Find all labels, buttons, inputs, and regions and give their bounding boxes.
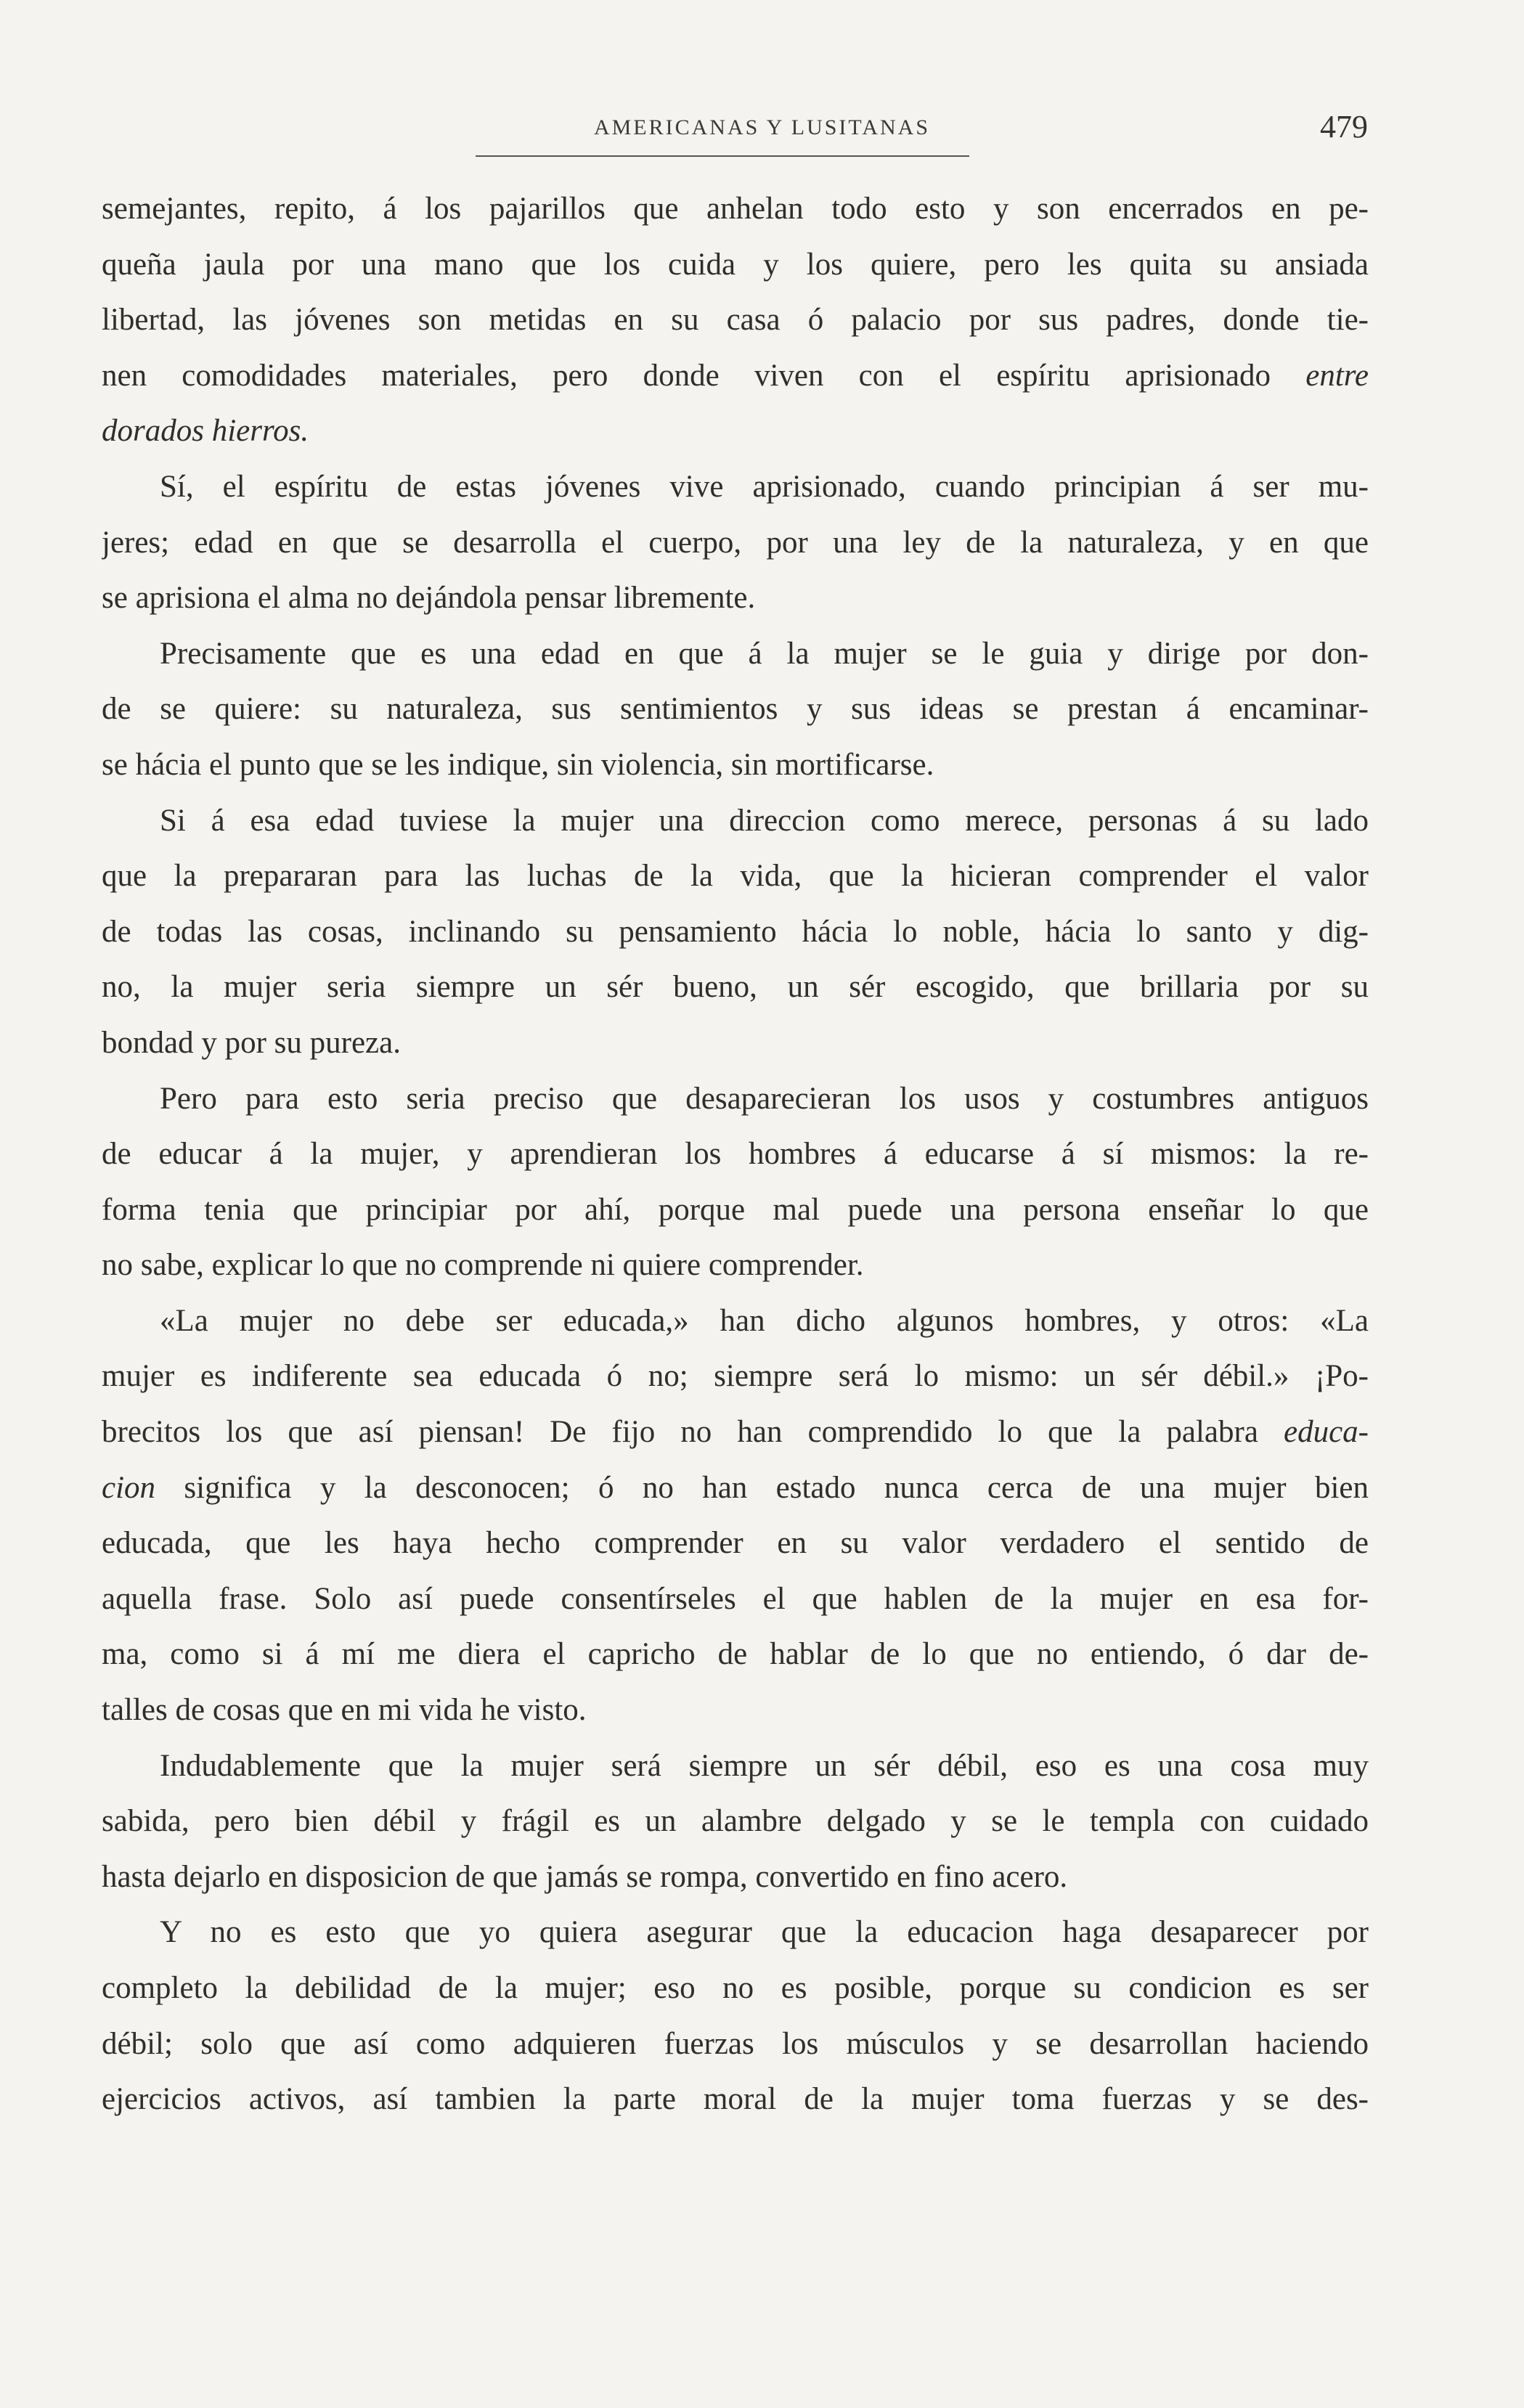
italic-phrase: cion bbox=[102, 1470, 156, 1505]
paragraph-7 bbox=[102, 1739, 1369, 1906]
running-title: AMERICANAS Y LUSITANAS bbox=[593, 115, 931, 139]
text-segment: brecitos los que así piensan! De fijo no han comprendido lo que la palabra bbox=[102, 1415, 1258, 1450]
text-line: educada, que les haya hecho comprender en su valor verdadero el sentido de bbox=[102, 1526, 1369, 1561]
text-line: de se quiere: su naturaleza, sus sentimientos y sus ideas se prestan á encaminar- bbox=[102, 692, 1369, 727]
text-line: Si á esa edad tuviese la mujer una direccion como merece, personas á su lado bbox=[160, 803, 1369, 838]
text-line: mujer es indiferente sea educada ó no; siempre será lo mismo: un sér débil.» ¡Po- bbox=[102, 1359, 1369, 1394]
paragraph-1 bbox=[102, 181, 1369, 460]
text-line: Sí, el espíritu de estas jóvenes vive aprisionado, cuando principian á ser mu- bbox=[160, 469, 1369, 504]
text-line: jeres; edad en que se desarrolla el cuerpo, por una ley de la naturaleza, y en que bbox=[102, 525, 1369, 560]
text-line: no sabe, explicar lo que no comprende ni quiere comprender. bbox=[102, 1248, 864, 1283]
paragraph-2 bbox=[102, 460, 1369, 627]
italic-phrase: dorados hierros. bbox=[102, 414, 309, 449]
text-line: talles de cosas que en mi vida he visto. bbox=[102, 1693, 587, 1728]
text-line: no, la mujer seria siempre un sér bueno, un sér escogido, que brillaria por su bbox=[102, 970, 1369, 1005]
text-line: Precisamente que es una edad en que á la mujer se le guia y dirige por don- bbox=[160, 636, 1369, 671]
text-line bbox=[102, 348, 1369, 404]
paragraph-6 bbox=[102, 1294, 1369, 1739]
text-line: hasta dejarlo en disposicion de que jamás se rompa, convertido en fino acero. bbox=[102, 1859, 1068, 1894]
paragraph-4 bbox=[102, 793, 1369, 1072]
text-line: que la prepararan para las luchas de la vida, que la hicieran comprender el valor bbox=[102, 859, 1369, 894]
text-line: débil; solo que así como adquieren fuerzas los músculos y se desarrollan haciendo bbox=[102, 2026, 1369, 2061]
text-line: forma tenia que principiar por ahí, porque mal puede una persona enseñar lo que bbox=[102, 1192, 1369, 1227]
running-head bbox=[0, 109, 1524, 156]
text-line: ma, como si á mí me diera el capricho de hablar de lo que no entiendo, ó dar de- bbox=[102, 1637, 1369, 1672]
page-number: 479 bbox=[1320, 109, 1368, 144]
text-line: se aprisiona el alma no dejándola pensar libremente. bbox=[102, 581, 756, 616]
text-line: bondad y por su pureza. bbox=[102, 1025, 401, 1060]
text-line: «La mujer no debe ser educada,» han dicho algunos hombres, y otros: «La bbox=[160, 1303, 1369, 1338]
header-rule bbox=[476, 155, 969, 157]
text-segment: nen comodidades materiales, pero donde viven con el espíritu aprisionado bbox=[102, 358, 1271, 393]
italic-phrase: entre bbox=[1305, 358, 1369, 393]
text-line: semejantes, repito, á los pajarillos que anhelan todo esto y son encerrados en pe- bbox=[102, 192, 1369, 226]
text-line: queña jaula por una mano que los cuida y los quiere, pero les quita su ansiada bbox=[102, 247, 1369, 282]
text-line: sabida, pero bien débil y frágil es un alambre delgado y se le templa con cuidado bbox=[102, 1804, 1369, 1839]
text-line: se hácia el punto que se les indique, sin violencia, sin mortificarse. bbox=[102, 747, 934, 782]
paragraph-5 bbox=[102, 1072, 1369, 1294]
text-line bbox=[102, 1461, 1369, 1517]
text-segment: significa y la desconocen; ó no han estado nunca cerca de una mujer bien bbox=[184, 1470, 1369, 1505]
text-line bbox=[102, 404, 1369, 460]
body-text bbox=[102, 181, 1369, 2128]
text-line: aquella frase. Solo así puede consentírseles el que hablen de la mujer en esa for- bbox=[102, 1581, 1369, 1616]
text-line: Pero para esto seria preciso que desaparecieran los usos y costumbres antiguos bbox=[160, 1081, 1369, 1116]
text-line: ejercicios activos, así tambien la parte moral de la mujer toma fuerzas y se des- bbox=[102, 2082, 1369, 2117]
text-line bbox=[102, 1405, 1369, 1461]
paragraph-3 bbox=[102, 627, 1369, 793]
text-line: Y no es esto que yo quiera asegurar que la educacion haga desaparecer por bbox=[160, 1915, 1369, 1950]
text-line: de educar á la mujer, y aprendieran los hombres á educarse á sí mismos: la re- bbox=[102, 1137, 1369, 1172]
text-line: completo la debilidad de la mujer; eso no es posible, porque su condicion es ser bbox=[102, 1971, 1369, 2005]
text-line: libertad, las jóvenes son metidas en su casa ó palacio por sus padres, donde tie- bbox=[102, 303, 1369, 338]
paragraph-8 bbox=[102, 1905, 1369, 2127]
italic-phrase: educa- bbox=[1284, 1415, 1369, 1450]
text-line: de todas las cosas, inclinando su pensamiento hácia lo noble, hácia lo santo y dig- bbox=[102, 914, 1369, 949]
text-line: Indudablemente que la mujer será siempre un sér débil, eso es una cosa muy bbox=[160, 1748, 1369, 1783]
